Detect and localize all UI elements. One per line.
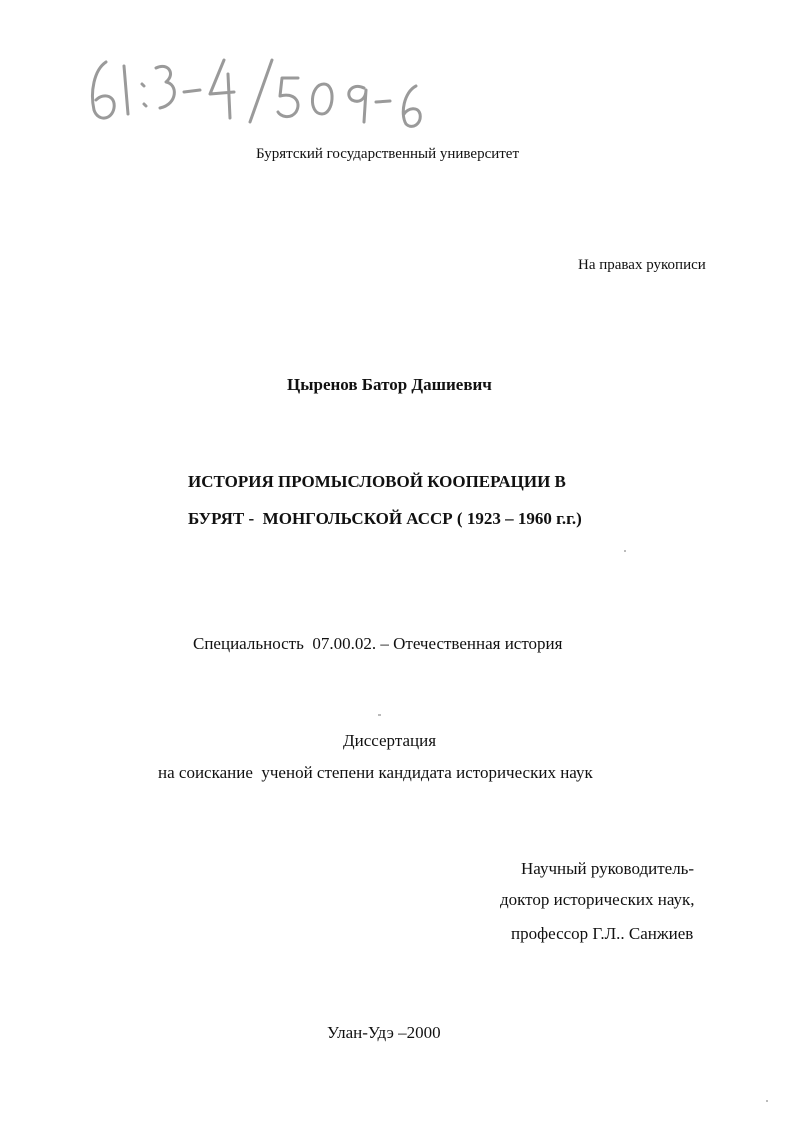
supervisor-label: Научный руководитель- [521, 859, 695, 878]
document-type: Диссертация [343, 731, 437, 750]
degree-line: на соискание ученой степени кандидата исторических наук [158, 763, 593, 782]
university-name: Бурятский государственный университет [256, 146, 520, 162]
dissertation-title-line-2: БУРЯТ - МОНГОЛЬСКОЙ АССР ( 1923 – 1960 г.г.) [188, 509, 582, 528]
scan-speck [378, 714, 381, 716]
city-year: Улан-Удэ –2000 [327, 1023, 441, 1042]
scan-speck [624, 550, 626, 552]
manuscript-rights-note: На правах рукописи [578, 257, 706, 273]
handwritten-archive-mark [84, 52, 424, 132]
specialty-line: Специальность 07.00.02. – Отечественная история [193, 634, 563, 653]
scan-speck [766, 1100, 768, 1102]
author-name: Цыренов Батор Дашиевич [287, 375, 492, 394]
supervisor-degree: доктор исторических наук, [500, 890, 695, 909]
supervisor-name: профессор Г.Л.. Санжиев [511, 924, 694, 943]
dissertation-title-line-1: ИСТОРИЯ ПРОМЫСЛОВОЙ КООПЕРАЦИИ В [188, 472, 566, 491]
